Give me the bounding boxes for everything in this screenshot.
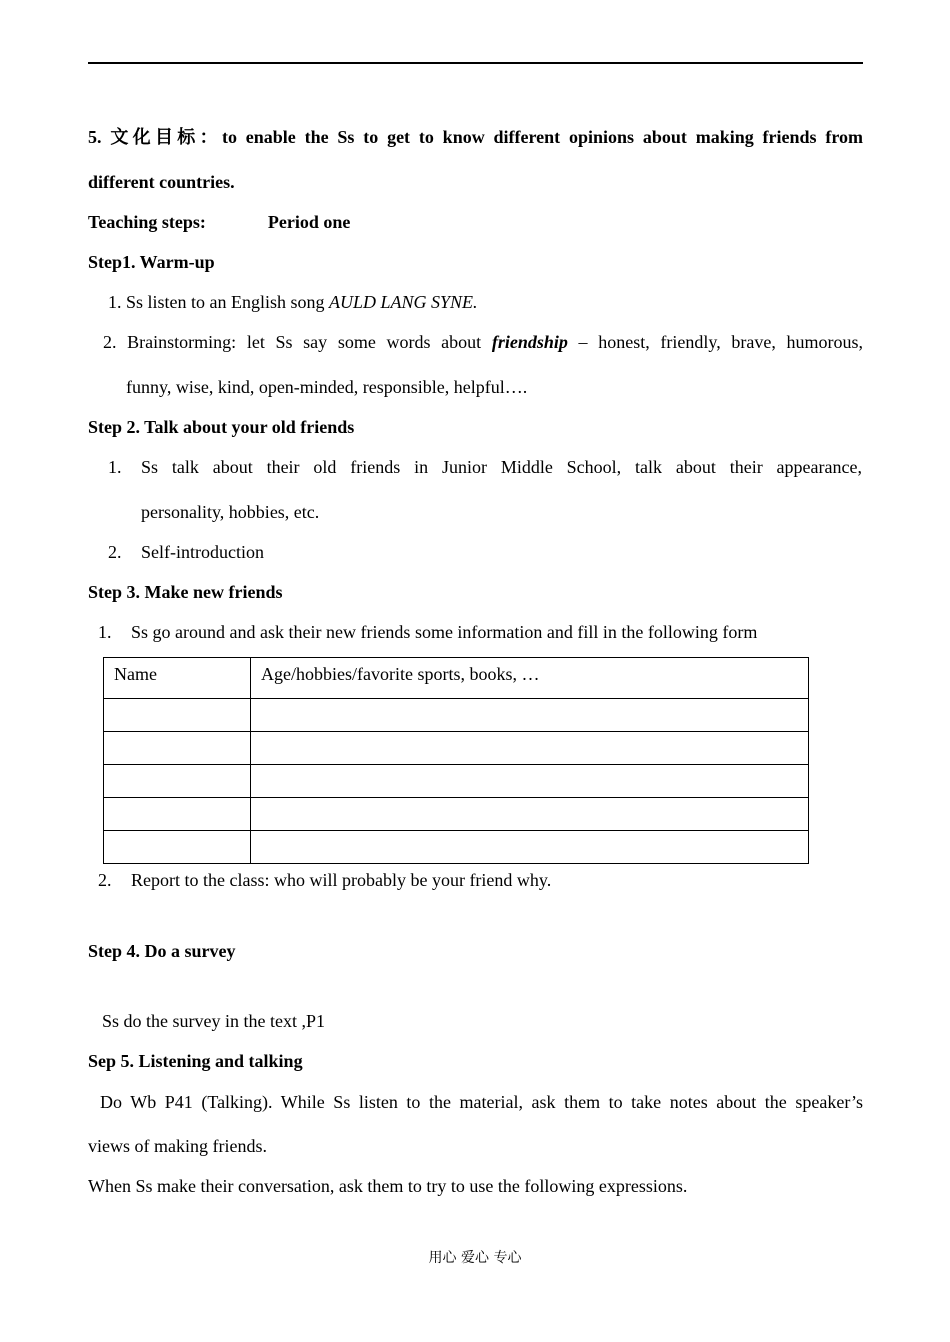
objective-5-line1: 5. 文化目标：to enable the Ss to get to know different opinions about making friends from: [88, 127, 864, 148]
step5-line3: When Ss make their conversation, ask them to try to use the following expressions.: [88, 1176, 688, 1196]
step4-text: Ss do the survey in the text ,P1: [102, 1011, 325, 1031]
name-cell[interactable]: [104, 699, 251, 732]
song-title: AULD LANG SYNE.: [329, 292, 478, 312]
step1-title: Step1. Warm-up: [88, 252, 215, 272]
details-cell[interactable]: [251, 798, 809, 831]
details-cell[interactable]: [251, 699, 809, 732]
step1-item2-line2: funny, wise, kind, open-minded, responsible, helpful….: [126, 377, 528, 397]
step1-item1: 1. Ss listen to an English song AULD LANG SYNE.: [108, 292, 478, 312]
details-cell[interactable]: [251, 732, 809, 765]
step3-title: Step 3. Make new friends: [88, 582, 283, 602]
details-cell[interactable]: [251, 765, 809, 798]
header-rule: [88, 62, 863, 64]
step5-line1: Do Wb P41 (Talking). While Ss listen to the material, ask them to take notes about the speaker’s: [100, 1092, 863, 1112]
step4-title: Step 4. Do a survey: [88, 941, 236, 961]
objective-5-line2: different countries.: [88, 172, 235, 192]
step2-item1-line2: personality, hobbies, etc.: [141, 502, 320, 522]
name-cell[interactable]: [104, 831, 251, 864]
period-label: Period one: [267, 212, 351, 232]
friends-info-form: [103, 657, 809, 864]
name-cell[interactable]: [104, 732, 251, 765]
step2-item2-number: 2.: [108, 542, 122, 562]
table-row: [104, 732, 809, 765]
keyword-friendship: friendship: [491, 332, 568, 352]
table-row: [104, 798, 809, 831]
step3-item1-number: 1.: [98, 622, 112, 642]
header-details: Age/hobbies/favorite sports, books, …: [251, 658, 809, 699]
step5-title: Sep 5. Listening and talking: [88, 1051, 303, 1071]
step1-item2-line1: 2. Brainstorming: let Ss say some words about friendship – honest, friendly, brave, humorous,: [103, 332, 864, 352]
table-header-row: [104, 658, 809, 699]
teaching-steps-heading: Teaching steps: Period one: [88, 212, 351, 232]
step3-item2-number: 2.: [98, 870, 112, 890]
step2-item2-text: Self-introduction: [141, 542, 264, 562]
name-cell[interactable]: [104, 798, 251, 831]
step2-title: Step 2. Talk about your old friends: [88, 417, 355, 437]
step3-item1-text: Ss go around and ask their new friends some information and fill in the following form: [131, 622, 758, 642]
page-footer: 用心 爱心 专心: [428, 1250, 522, 1266]
step5-line2: views of making friends.: [88, 1136, 267, 1156]
details-cell[interactable]: [251, 831, 809, 864]
header-name: Name: [104, 658, 251, 699]
objective-label-cn: 文化目标：: [110, 127, 222, 148]
name-cell[interactable]: [104, 765, 251, 798]
step3-item2-text: Report to the class: who will probably be your friend why.: [131, 870, 552, 890]
step2-item1-number: 1.: [108, 457, 122, 477]
step2-item1-line1: Ss talk about their old friends in Junior Middle School, talk about their appearance,: [141, 457, 862, 477]
table-row: [104, 699, 809, 732]
table-row: [104, 765, 809, 798]
table-row: [104, 831, 809, 864]
